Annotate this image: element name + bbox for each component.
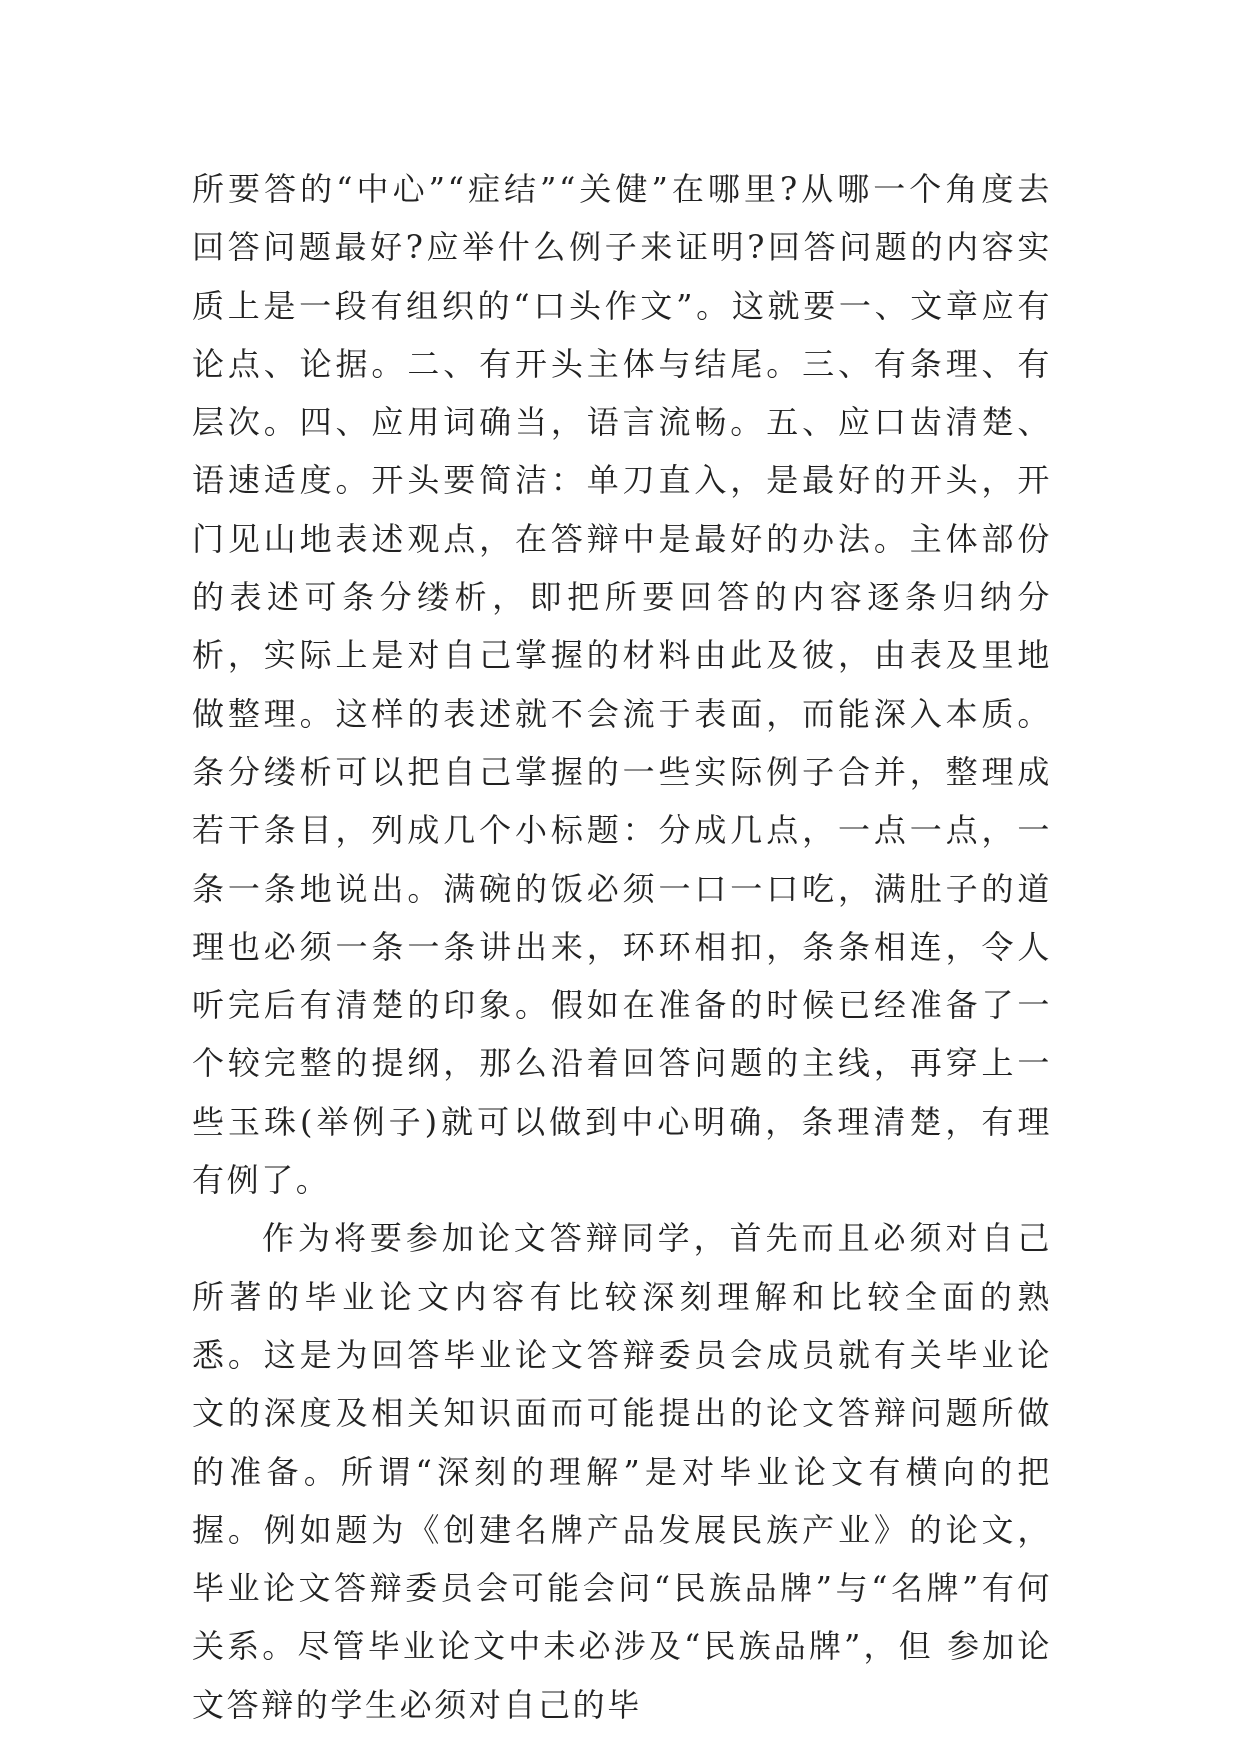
body-text	[192, 160, 1052, 1734]
paragraph-1: 所要答的“中心”“症结”“关健”在哪里?从哪一个角度去回答问题最好?应举什么例子来证明?回答问题的内容实质上是一段有组织的“口头作文”。这就要一、文章应有论点、论据。二、有开头主体与结尾。三、有条理、有层次。四、应用词确当，语言流畅。五、应口齿清楚、语速适度。开头要简洁：单刀直入，是最好的开头，开门见山地表述观点，在答辩中是最好的办法。主体部份的表述可条分缕析，即把所要回答的内容逐条归纳分析，实际上是对自己掌握的材料由此及彼，由表及里地做整理。这样的表述就不会流于表面，而能深入本质。条分缕析可以把自己掌握的一些实际例子合并，整理成若干条目，列成几个小标题：分成几点，一点一点，一条一条地说出。满碗的饭必须一口一口吃，满肚子的道理也必须一条一条讲出来，环环相扣，条条相连，令人听完后有清楚的印象。假如在准备的时候已经准备了一个较完整的提纲，那么沿着回答问题的主线，再穿上一些玉珠(举例子)就可以做到中心明确，条理清楚，有理有例了。	[192, 170, 1052, 1200]
paragraph-2: 作为将要参加论文答辩同学，首先而且必须对自己所著的毕业论文内容有比较深刻理解和比较全面的熟悉。这是为回答毕业论文答辩委员会成员就有关毕业论文的深度及相关知识面而可能提出的论文答辩问题所做的准备。所谓“深刻的理解”是对毕业论文有横向的把握。例如题为《创建名牌产品发展民族产业》的论文，毕业论文答辩委员会可能会问“民族品牌”与“名牌”有何关系。尽管毕业论文中未必涉及“民族品牌”，但 参加论文答辩的学生必须对自己的毕	[192, 1219, 1052, 1724]
